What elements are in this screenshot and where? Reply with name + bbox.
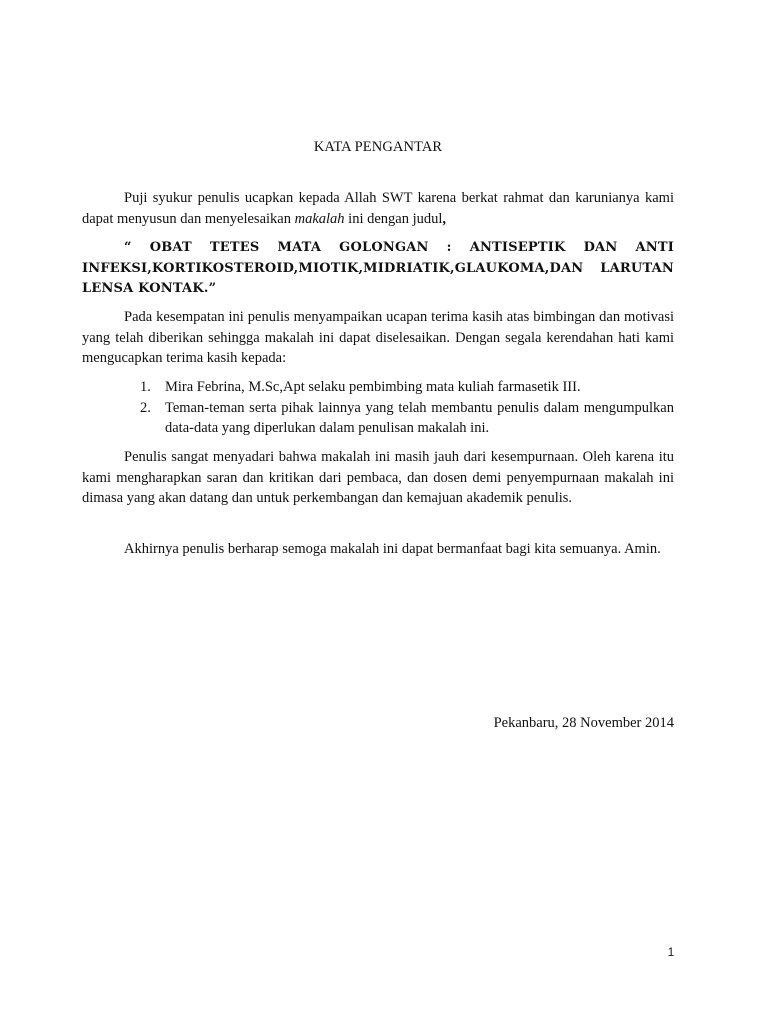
humility-paragraph: Penulis sangat menyadari bahwa makalah ini masih jauh dari kesempurnaan. Oleh karena itu kami mengharapkan saran dan kritikan dari pembaca, dan dosen demi penyempurnaan makalah ini dimasa yang akan datang dan untuk perkembangan dan kemajuan akademik penulis. bbox=[82, 449, 674, 506]
report-title-quote: “ OBAT TETES MATA GOLONGAN : ANTISEPTIK DAN ANTI INFEKSI,KORTIKOSTEROID,MIOTIK,MIDRIATIK,GLAUKOMA,DAN LARUTAN LENSA KONTAK.” bbox=[82, 240, 674, 296]
list-number: 1. bbox=[140, 379, 151, 395]
opening-text-end: ini dengan judul bbox=[344, 210, 443, 227]
opening-text: Puji syukur penulis ucapkan kepada Allah SWT karena berkat rahmat dan karunianya kami dapat menyusun dan menyelesaikan bbox=[82, 190, 674, 227]
list-text: Mira Febrina, M.Sc,Apt selaku pembimbing mata kuliah farmasetik III. bbox=[165, 379, 581, 395]
acknowledgement-list bbox=[140, 377, 674, 439]
emphasized-word: makalah bbox=[294, 210, 345, 227]
page-title: KATA PENGANTAR bbox=[313, 139, 443, 155]
bold-punctuation: , bbox=[442, 210, 447, 227]
list-number: 2. bbox=[140, 399, 151, 416]
list-item bbox=[140, 398, 674, 439]
opening-paragraph bbox=[82, 188, 674, 229]
list-text: Teman-teman serta pihak lainnya yang telah membantu penulis dalam mengumpulkan data-data yang diperlukan dalam penulisan makalah ini. bbox=[165, 399, 674, 436]
list-item bbox=[140, 377, 674, 398]
place-and-date: Pekanbaru, 28 November 2014 bbox=[493, 715, 674, 731]
closing-paragraph: Akhirnya penulis berharap semoga makalah ini dapat bermanfaat bagi kita semuanya. Amin. bbox=[124, 541, 661, 557]
page-number: 1 bbox=[667, 945, 675, 959]
thanks-paragraph: Pada kesempatan ini penulis menyampaikan ucapan terima kasih atas bimbingan dan motivasi yang telah diberikan sehingga makalah ini dapat diselesaikan. Dengan segala kerendahan hati kami mengucapkan terima kasih kepada: bbox=[82, 309, 674, 366]
